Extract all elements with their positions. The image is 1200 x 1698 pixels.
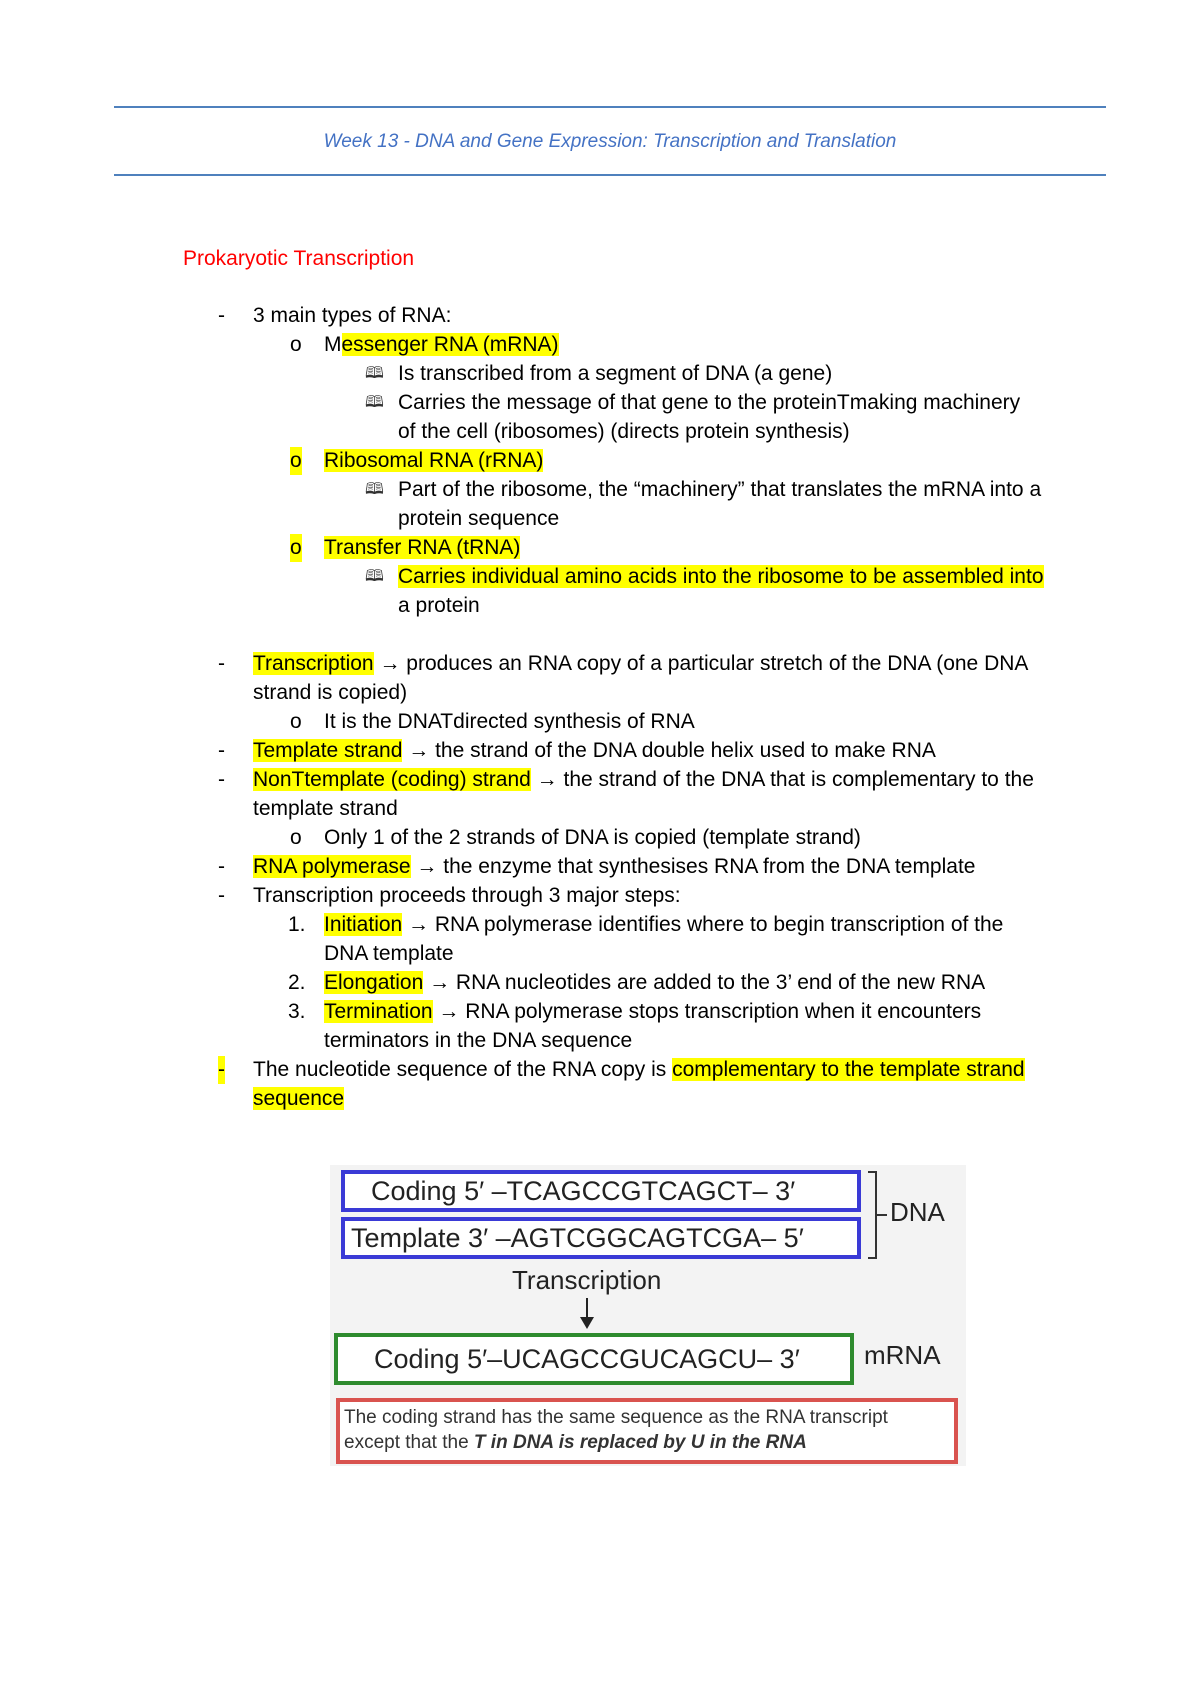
nontemplate-definition bbox=[253, 766, 1034, 794]
transcription-sub: It is the DNATdirected synthesis of RNA bbox=[324, 710, 695, 733]
book-icon: 🕮 bbox=[365, 394, 384, 411]
trna-heading bbox=[324, 534, 520, 562]
trna-bullet-1a-text: Carries individual amino acids into the ribosome to be assembled into bbox=[398, 565, 1044, 588]
rrna-bullet-1a: Part of the ribosome, the “machinery” that translates the mRNA into a bbox=[398, 478, 1042, 501]
dash-marker: - bbox=[218, 652, 225, 675]
coding-mrna-box: Coding 5′–UCAGCCGUCAGCU– 3′ bbox=[334, 1333, 854, 1385]
dna-label: DNA bbox=[890, 1197, 945, 1227]
steps-intro: Transcription proceeds through 3 major steps: bbox=[253, 884, 681, 907]
header-rule-top bbox=[114, 106, 1106, 108]
dna-bracket bbox=[868, 1171, 877, 1259]
circle-marker: o bbox=[290, 534, 302, 562]
step-number: 3. bbox=[288, 1000, 306, 1023]
step-elongation bbox=[324, 969, 985, 997]
step2-term: Elongation bbox=[324, 971, 424, 994]
transcription-def-a: → produces an RNA copy of a particular stretch of the DNA (one DNA bbox=[373, 652, 1029, 675]
book-icon: 🕮 bbox=[365, 568, 384, 585]
mrna-heading-rest: essenger RNA (mRNA) bbox=[341, 333, 559, 356]
mrna-bullet-2b: of the cell (ribosomes) (directs protein synthesis) bbox=[398, 420, 850, 443]
step1-def-b: DNA template bbox=[324, 942, 454, 965]
step1-term: Initiation bbox=[324, 913, 403, 936]
book-icon: 🕮 bbox=[365, 481, 384, 498]
transcription-definition bbox=[253, 650, 1028, 678]
step2-def: → RNA nucleotides are added to the 3’ end of the new RNA bbox=[423, 971, 986, 994]
dash-marker: - bbox=[218, 855, 225, 878]
trna-heading-text: Transfer RNA (tRNA) bbox=[324, 536, 521, 559]
nontemplate-term: NonTtemplate (coding) strand bbox=[253, 768, 531, 791]
template-dna-box: Template 3′ –AGTCGGCAGTCGA– 5′ bbox=[341, 1217, 861, 1259]
header-rule-bottom bbox=[114, 174, 1106, 176]
note-box bbox=[336, 1398, 958, 1464]
dash-marker: - bbox=[218, 1056, 225, 1084]
template-term: Template strand bbox=[253, 739, 403, 762]
coding-dna-box: Coding 5′ –TCAGCCGTCAGCT– 3′ bbox=[341, 1170, 861, 1212]
dash-marker: - bbox=[218, 739, 225, 762]
polymerase-def: → the enzyme that synthesises RNA from the DNA template bbox=[410, 855, 976, 878]
circle-marker: o bbox=[290, 333, 302, 356]
mrna-bullet-2a: Carries the message of that gene to the proteinTmaking machinery bbox=[398, 391, 1021, 414]
circle-marker: o bbox=[290, 447, 302, 475]
dash-marker: - bbox=[218, 304, 225, 327]
mrna-heading bbox=[324, 331, 559, 359]
complement-b: sequence bbox=[253, 1087, 345, 1110]
transcription-term: Transcription bbox=[253, 652, 374, 675]
down-arrow-shaft bbox=[586, 1298, 588, 1318]
dash-marker: - bbox=[218, 884, 225, 907]
step1-def-a: → RNA polymerase identifies where to begin transcription of the bbox=[402, 913, 1004, 936]
polymerase-term: RNA polymerase bbox=[253, 855, 411, 878]
template-def: → the strand of the DNA double helix used to make RNA bbox=[402, 739, 936, 762]
template-definition bbox=[253, 737, 936, 765]
section-title: Prokaryotic Transcription bbox=[183, 247, 415, 270]
note-line-2 bbox=[344, 1430, 950, 1455]
transcription-def-b: strand is copied) bbox=[253, 681, 408, 704]
step-termination bbox=[324, 998, 981, 1026]
note-line-2b: T in DNA is replaced by U in the RNA bbox=[473, 1432, 807, 1453]
rrna-bullet-1b: protein sequence bbox=[398, 507, 560, 530]
dash-marker: - bbox=[218, 768, 225, 791]
rna-types-intro: 3 main types of RNA: bbox=[253, 304, 452, 327]
trna-bullet-1b: a protein bbox=[398, 594, 480, 617]
note-line-1: The coding strand has the same sequence as the RNA transcript bbox=[344, 1407, 888, 1428]
complement-a: The nucleotide sequence of the RNA copy is bbox=[253, 1058, 673, 1081]
transcription-figure bbox=[330, 1165, 966, 1466]
note-line-2a: except that the bbox=[344, 1432, 474, 1453]
nontemplate-def-a: → the strand of the DNA that is complementary to the bbox=[530, 768, 1034, 791]
nontemplate-sub: Only 1 of the 2 strands of DNA is copied (template strand) bbox=[324, 826, 861, 849]
transcription-label: Transcription bbox=[512, 1265, 662, 1295]
trna-bullet-1a bbox=[398, 563, 1044, 591]
circle-marker: o bbox=[290, 826, 302, 849]
complement-statement bbox=[253, 1056, 1025, 1084]
page-header-title: Week 13 - DNA and Gene Expression: Transcription and Translation bbox=[323, 131, 897, 152]
dna-bracket-tick bbox=[877, 1214, 887, 1216]
complement-highlight: complementary to the template strand bbox=[672, 1058, 1025, 1081]
step3-def-b: terminators in the DNA sequence bbox=[324, 1029, 633, 1052]
complement-b-line bbox=[253, 1085, 344, 1113]
nontemplate-def-b: template strand bbox=[253, 797, 398, 820]
book-icon: 🕮 bbox=[365, 365, 384, 382]
rrna-heading-text: Ribosomal RNA (rRNA) bbox=[324, 449, 544, 472]
polymerase-definition bbox=[253, 853, 975, 881]
mrna-label: mRNA bbox=[864, 1340, 941, 1370]
step3-term: Termination bbox=[324, 1000, 433, 1023]
step-number: 2. bbox=[288, 971, 306, 994]
rrna-heading bbox=[324, 447, 543, 475]
mrna-heading-initial: M bbox=[324, 333, 342, 356]
mrna-bullet-1: Is transcribed from a segment of DNA (a gene) bbox=[398, 362, 833, 385]
step3-def-a: → RNA polymerase stops transcription when it encounters bbox=[432, 1000, 982, 1023]
down-arrow-head bbox=[580, 1317, 594, 1329]
circle-marker: o bbox=[290, 710, 302, 733]
step-number: 1. bbox=[288, 913, 306, 936]
step-initiation bbox=[324, 911, 1003, 939]
